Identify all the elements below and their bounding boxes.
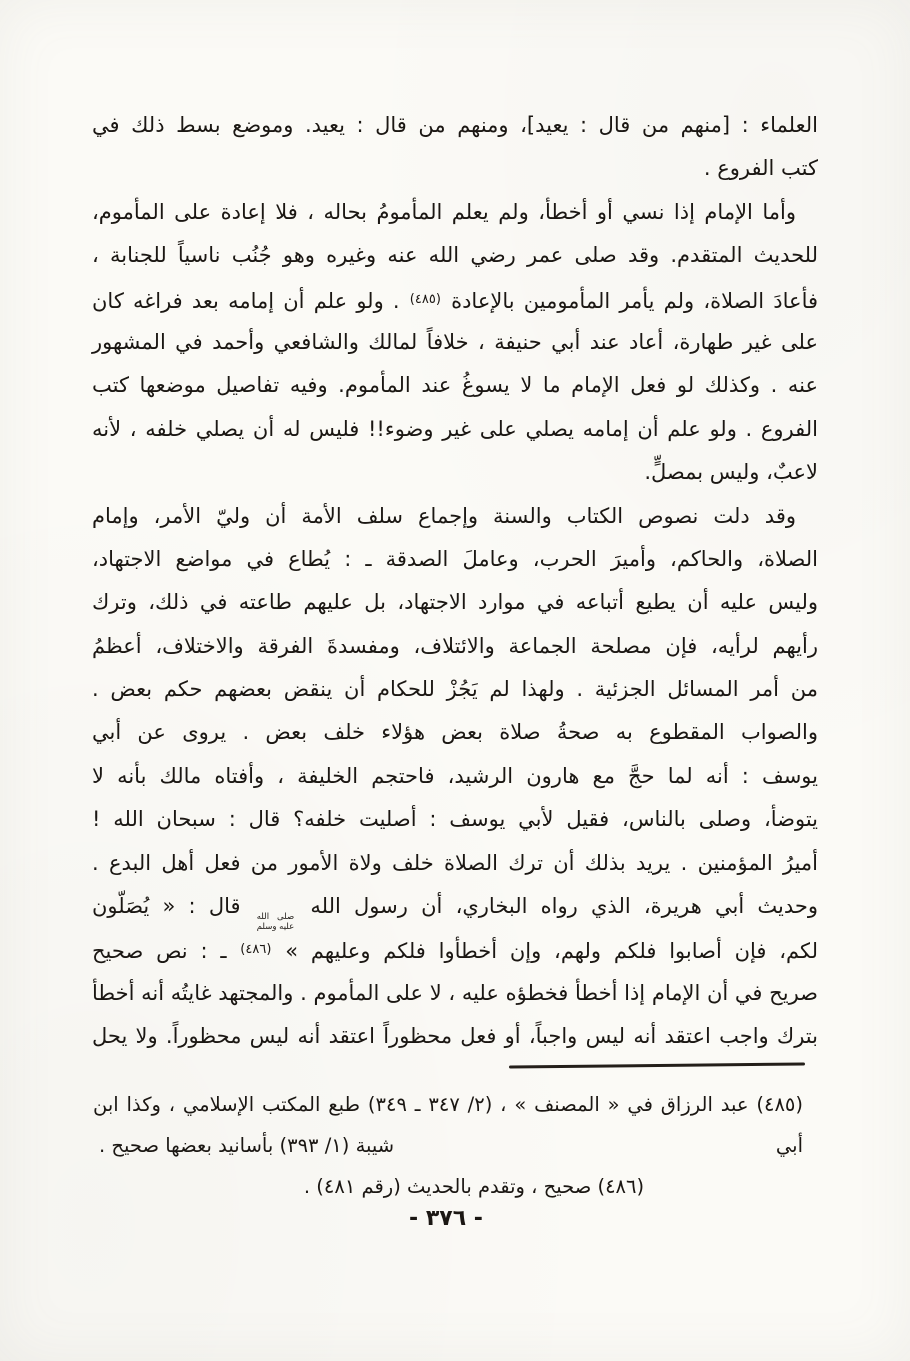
footnote-ref: (٤٨٥) <box>409 291 441 307</box>
text-line: كتب الفروع . <box>703 156 818 181</box>
text-line: صريح في أن الإمام إذا أخطأ فخطؤه عليه ، لا على المأموم . والمجتهد غايتُه أنه أخطأ <box>92 980 818 1005</box>
text-line: رأيهم لرأيه، فإن مصلحة الجماعة والائتلاف، ومفسدةَ الفرقة والاختلاف، أعظمُ <box>92 633 818 658</box>
text-line: بترك واجب اعتقد أنه ليس واجباً، أو فعل محظوراً اعتقد أنه ليس محظوراً. ولا يحل <box>92 1024 818 1049</box>
text-line: والصواب المقطوع به صحةُ صلاة بعض هؤلاء خلف بعض . يروى عن أبي <box>92 720 818 745</box>
body-text <box>92 104 818 1059</box>
text-line: الفروع . ولو علم أن إمامه يصلي على غير وضوء!! فليس له أن يصلي خلفه ، لأنه <box>92 416 818 441</box>
footnotes <box>93 1084 815 1207</box>
text-line: على غير طهارة، أعاد عند أبي حنيفة ، خلافاً لمالك والشافعي وأحمد في المشهور <box>92 329 818 354</box>
text-line <box>92 928 818 971</box>
text-line: (٤٨٥) عبد الرزاق في « المصنف » ، (٢/ ٣٤٧ ـ ٣٤٩) طبع المكتب الإسلامي ، وكذا ابن أبي <box>93 1093 803 1157</box>
text-line: الصلاة، والحاكم، وأميرَ الحرب، وعاملَ الصدقة ـ : يُطاع في مواضع الاجتهاد، <box>92 546 818 571</box>
text-run: ـ : نص صحيح <box>92 939 240 964</box>
text-line: أميرُ المؤمنين . يريد بذلك أن ترك الصلاة خلف ولاة الأمور من فعل أهل البدع . <box>92 850 818 875</box>
text-line: العلماء : [منهم من قال : يعيد]، ومنهم من قال : يعيد. وموضع بسط ذلك في <box>92 113 818 137</box>
text-line: يتوضأ، وصلى بالناس، فقيل لأبي يوسف : أصليت خلفه؟ قال : سبحان الله ! <box>92 807 818 832</box>
text-line: عنه . وكذلك لو فعل الإمام ما لا يسوغُ عند المأموم. وفيه تفاصيل موضعها كتب <box>92 373 818 398</box>
text-line <box>92 278 818 321</box>
text-line: وقد دلت نصوص الكتاب والسنة وإجماع سلف الأمة أن وليّ الأمر، وإمام <box>92 503 796 528</box>
text-line: لاعبٌ، وليس بمصلٍّ. <box>644 460 818 485</box>
page-number: - ٣٧٦ - <box>409 1206 483 1231</box>
footnote-ref: (٤٨٦) <box>240 942 272 958</box>
text-line: يوسف : أنه لما حجَّ مع هارون الرشيد، فاحتجم الخليفة ، وأفتاه مالك بأنه لا <box>92 763 818 788</box>
pbuh-mark: صلى الله عليه وسلم <box>256 912 295 933</box>
text-line: وليس عليه أن يطيع أتباعه في موارد الاجتهاد، بل عليهم طاعته في ذلك، وترك <box>92 590 818 615</box>
text-run: فأعادَ الصلاة، ولم يأمر المأمومين بالإعادة <box>441 288 819 313</box>
text-run: لكم، فإن أصابوا فلكم ولهم، وإن أخطأوا فلكم وعليهم » <box>272 939 819 964</box>
text-line <box>92 885 818 933</box>
text-line: شيبة (١/ ٣٩٣) بأسانيد بعضها صحيح . <box>99 1134 395 1157</box>
text-run: قال : « يُصَلّون <box>92 894 254 919</box>
text-line: (٤٨٦) صحيح ، وتقدم بالحديث (رقم ٤٨١) . <box>303 1175 645 1198</box>
text-run: . ولو علم أن إمامه بعد فراغه كان <box>92 288 409 313</box>
footnote-separator <box>509 1062 805 1068</box>
text-run: وحديث أبي هريرة، الذي رواه البخاري، أن رسول الله <box>297 894 818 919</box>
text-line: للحديث المتقدم. وقد صلى عمر رضي الله عنه وغيره وهو جُنُب ناسياً للجنابة ، <box>92 243 818 268</box>
text-line: وأما الإمام إذا نسي أو أخطأ، ولم يعلم المأمومُ بحاله ، فلا إعادة على المأموم، <box>92 199 796 224</box>
text-line: من أمر المسائل الجزئية . ولهذا لم يَجُزْ للحكام أن ينقض بعضهم حكم بعض . <box>92 677 818 702</box>
